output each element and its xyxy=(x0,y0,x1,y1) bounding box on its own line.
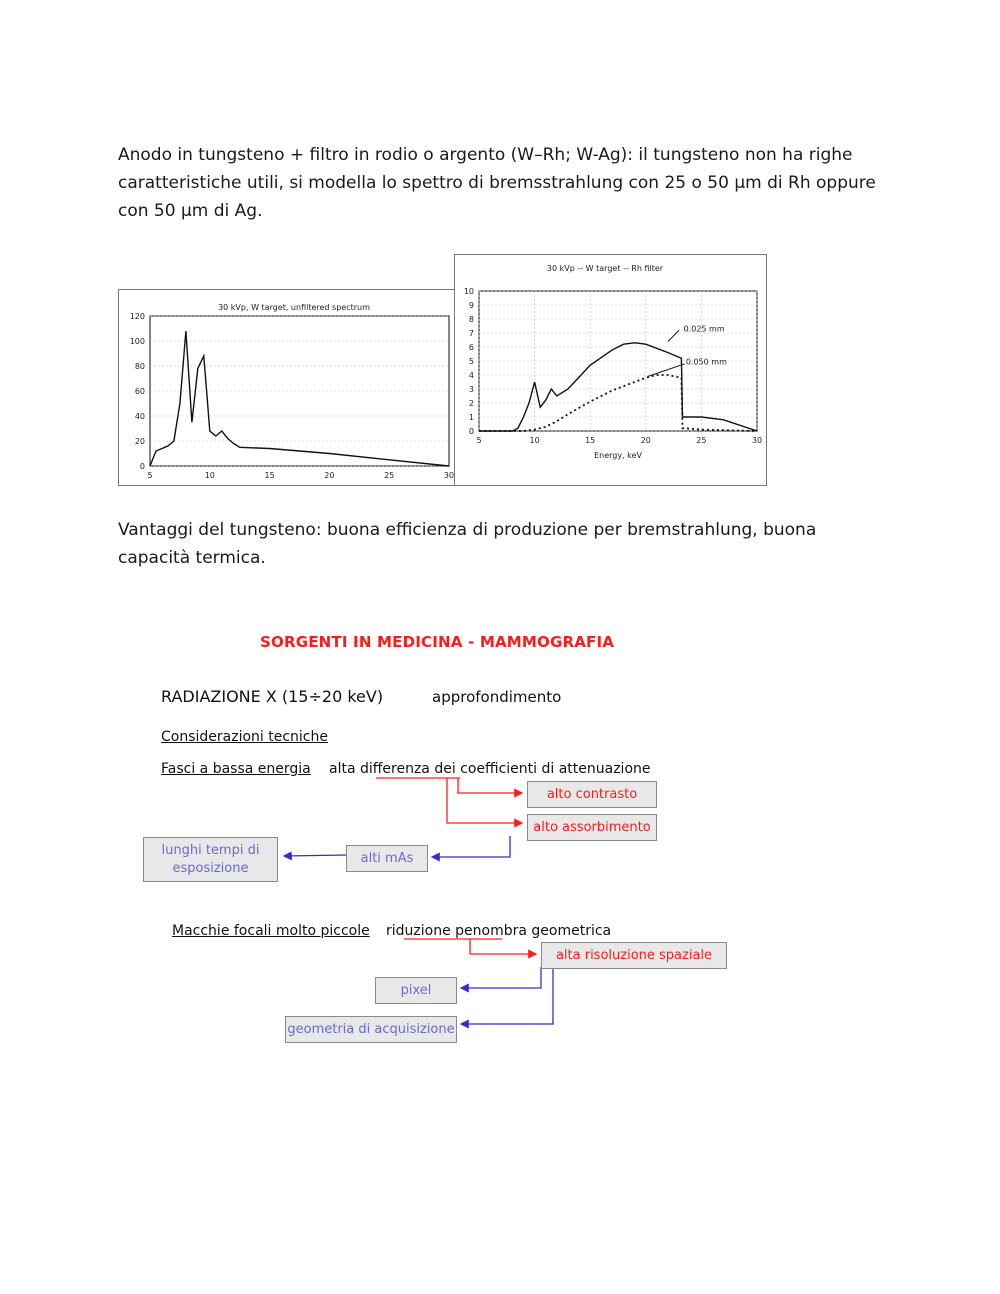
slide-heading-note: approfondimento xyxy=(432,688,562,706)
slide-connector-arrows xyxy=(0,600,1000,1070)
row2-text: riduzione penombra geometrica xyxy=(386,923,612,939)
y-tick-label: 120 xyxy=(129,312,145,321)
arrow-to-pixel xyxy=(461,967,541,988)
intro-paragraph: Anodo in tungsteno + filtro in rodio o argento (W–Rh; W-Ag): il tungsteno non ha righe caratteristiche utili, si modella lo spettro di bremsstrahlung con 25 o 50 µm di Rh oppure con 50 µm di Ag. xyxy=(118,145,876,221)
box-alto-contrasto: alto contrasto xyxy=(527,781,657,808)
x-tick-label: 25 xyxy=(696,436,707,445)
slide-title: SORGENTI IN MEDICINA - MAMMOGRAFIA xyxy=(260,633,615,651)
y-tick-label: 2 xyxy=(468,399,474,408)
box-alta-risoluzione: alta risoluzione spaziale xyxy=(541,942,727,969)
x-tick-label: 5 xyxy=(147,471,153,480)
y-tick-label: 40 xyxy=(134,412,145,421)
box-geometria: geometria di acquisizione xyxy=(285,1016,457,1043)
mammography-slide xyxy=(0,600,1000,1070)
y-tick-label: 0 xyxy=(139,462,145,471)
chart-title: 30 kVp -- W target -- Rh filter xyxy=(546,264,664,273)
x-axis-label: Energy, keV xyxy=(594,451,642,460)
y-tick-label: 60 xyxy=(134,387,145,396)
row1-label: Fasci a bassa energia xyxy=(161,761,311,777)
rh-filter-spectrum-svg xyxy=(455,255,766,485)
rh-filter-spectrum-chart xyxy=(454,254,767,486)
x-tick-label: 15 xyxy=(585,436,596,445)
y-tick-label: 6 xyxy=(468,343,474,352)
annotation-0025: 0.025 mm xyxy=(683,324,725,334)
unfiltered-spectrum-chart xyxy=(118,289,455,486)
y-tick-label: 9 xyxy=(468,301,474,310)
x-tick-label: 25 xyxy=(384,471,395,480)
x-tick-label: 10 xyxy=(204,471,215,480)
y-tick-label: 8 xyxy=(468,315,474,324)
box-pixel: pixel xyxy=(375,977,457,1004)
arrow-to-contrast xyxy=(458,778,522,793)
row1-text: alta differenza dei coefficienti di attenuazione xyxy=(329,761,651,777)
y-tick-label: 80 xyxy=(134,362,145,371)
x-tick-label: 10 xyxy=(529,436,540,445)
unfiltered-spectrum-svg xyxy=(119,290,454,485)
advantages-paragraph: Vantaggi del tungsteno: buona efficienza di produzione per bremstrahlung, buona capacità termica. xyxy=(118,520,817,568)
y-tick-label: 20 xyxy=(134,437,145,446)
box-lunghi-tempi: lunghi tempi di esposizione xyxy=(143,837,278,882)
box-alti-mas: alti mAs xyxy=(346,845,428,872)
arrow-to-mas xyxy=(432,836,510,857)
y-tick-label: 7 xyxy=(468,329,474,338)
y-tick-label: 5 xyxy=(468,357,474,366)
y-tick-label: 3 xyxy=(468,385,474,394)
slide-heading: RADIAZIONE X (15÷20 keV) xyxy=(161,687,384,706)
chart-title: 30 kVp, W target, unfiltered spectrum xyxy=(218,303,370,312)
y-tick-label: 0 xyxy=(468,427,474,436)
x-tick-label: 30 xyxy=(751,436,763,445)
x-tick-label: 20 xyxy=(640,436,651,445)
arrow-to-resolution xyxy=(470,939,536,954)
y-tick-label: 10 xyxy=(463,287,474,296)
x-tick-label: 20 xyxy=(324,471,335,480)
x-tick-label: 15 xyxy=(264,471,275,480)
y-tick-label: 4 xyxy=(468,371,474,380)
arrow-to-exposure xyxy=(284,855,346,856)
x-tick-label: 30 xyxy=(443,471,454,480)
row2-label: Macchie focali molto piccole xyxy=(172,923,370,939)
section-label: Considerazioni tecniche xyxy=(161,729,328,745)
y-tick-label: 1 xyxy=(468,413,474,422)
box-alto-assorbimento: alto assorbimento xyxy=(527,814,657,841)
x-tick-label: 5 xyxy=(476,436,482,445)
annotation-0050: 0.050 mm xyxy=(685,357,727,367)
y-tick-label: 100 xyxy=(129,337,145,346)
arrow-to-geometry xyxy=(461,967,553,1024)
